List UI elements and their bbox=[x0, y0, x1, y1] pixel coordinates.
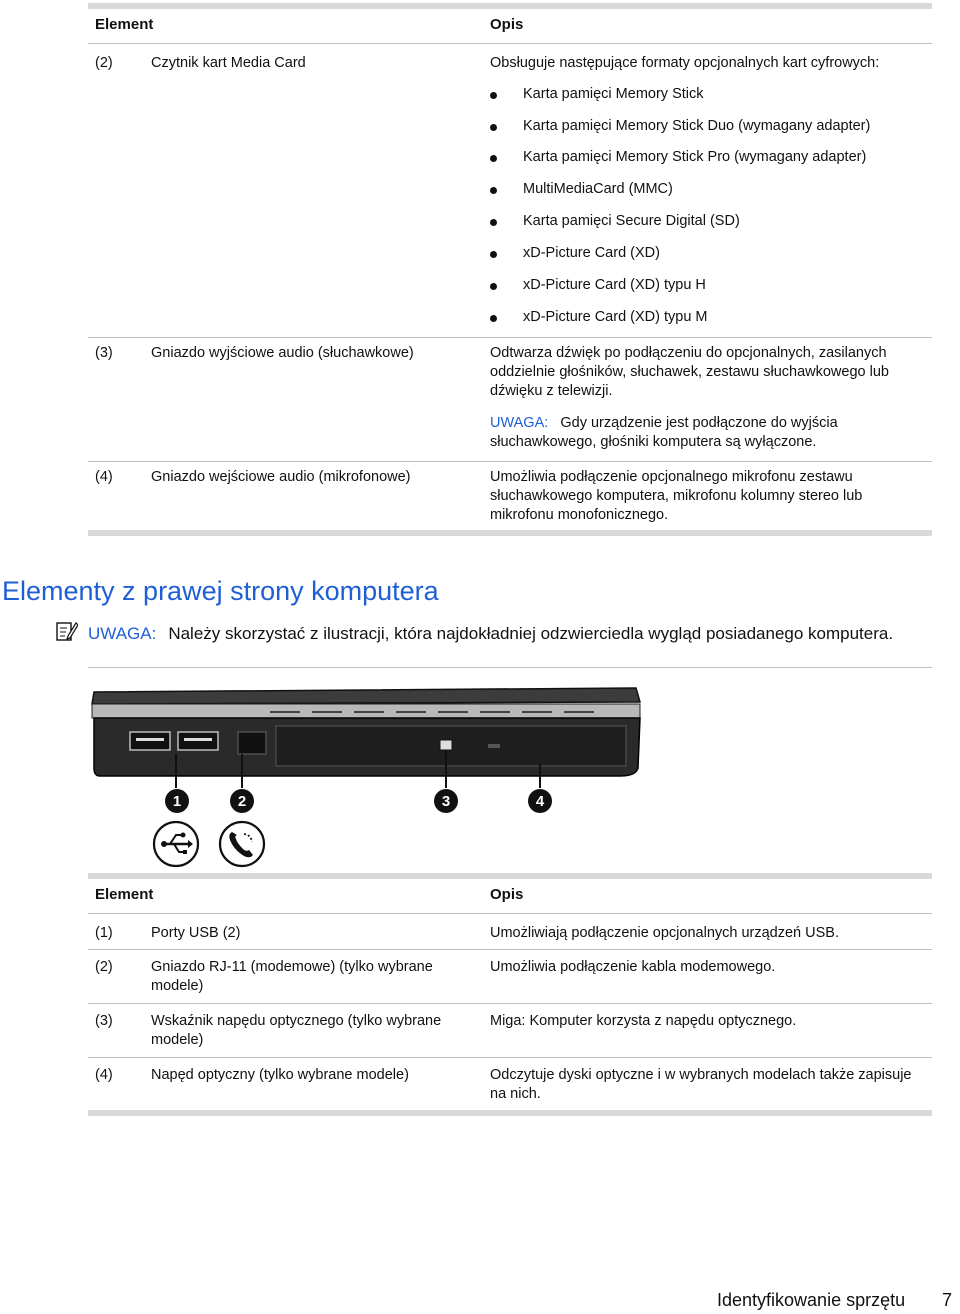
callout-3 bbox=[433, 788, 459, 819]
bullet-icon bbox=[490, 155, 497, 162]
callout-number: 4 bbox=[535, 793, 545, 810]
row-divider bbox=[88, 1057, 932, 1058]
row-description: Odczytuje dyski optyczne i w wybranych modelach także zapisuje na nich. bbox=[490, 1067, 912, 1102]
row-element: Napęd optyczny (tylko wybrane modele) bbox=[151, 1067, 409, 1083]
row-number: (2) bbox=[95, 959, 113, 975]
row-description: Umożliwia podłączenie opcjonalnego mikrofonu zestawu słuchawkowego komputera, mikrofonu kolumny stereo lub mikrofonu monofonicznego. bbox=[490, 469, 863, 523]
bullet-icon bbox=[490, 251, 497, 258]
note-text: Gdy urządzenie jest podłączone do wyjścia słuchawkowego, głośniki komputera są wyłączone. bbox=[490, 415, 838, 450]
row-description: Miga: Komputer korzysta z napędu optycznego. bbox=[490, 1013, 797, 1029]
callout-2 bbox=[229, 788, 255, 819]
row-number: (3) bbox=[95, 1013, 113, 1029]
table-header-rule bbox=[88, 913, 932, 914]
callout-number: 2 bbox=[237, 793, 247, 810]
callout-4 bbox=[527, 788, 553, 819]
table-top-rule bbox=[88, 3, 932, 9]
bullet-icon bbox=[490, 92, 497, 99]
table-header-rule bbox=[88, 43, 932, 44]
table-header-opis: Opis bbox=[490, 886, 524, 903]
bullet-icon bbox=[490, 315, 497, 322]
section-title: Elementy z prawej strony komputera bbox=[2, 576, 439, 606]
row-description: Odtwarza dźwięk po podłączeniu do opcjonalnych, zasilanych oddzielnie głośników, słuchawek, zestawu słuchawkowego lub dźwięku z telewizji. bbox=[490, 345, 889, 399]
table-header-opis: Opis bbox=[490, 16, 524, 33]
row-divider bbox=[88, 461, 932, 462]
row-element: Porty USB (2) bbox=[151, 925, 241, 941]
note-text: Należy skorzystać z ilustracji, która najdokładniej odzwierciedla wygląd posiadanego komputera. bbox=[168, 624, 894, 643]
row-element: Gniazdo RJ-11 (modemowe) (tylko wybrane modele) bbox=[151, 959, 433, 994]
row-element: Wskaźnik napędu optycznego (tylko wybrane modele) bbox=[151, 1013, 442, 1048]
row-number: (4) bbox=[95, 469, 113, 485]
note-label: UWAGA: bbox=[88, 624, 157, 643]
row-description: Umożliwiają podłączenie opcjonalnych urządzeń USB. bbox=[490, 925, 839, 941]
bullet-icon bbox=[490, 124, 497, 131]
table-header-element: Element bbox=[95, 886, 154, 903]
row-description: Obsługuje następujące formaty opcjonalnych kart cyfrowych: bbox=[490, 55, 880, 71]
table-top-rule bbox=[88, 873, 932, 879]
table-header-element: Element bbox=[95, 16, 154, 33]
row-number: (2) bbox=[95, 55, 113, 71]
usb-icon bbox=[158, 826, 194, 862]
row-note bbox=[490, 414, 910, 452]
row-element: Czytnik kart Media Card bbox=[151, 55, 306, 71]
bullet-icon bbox=[490, 283, 497, 290]
row-number: (3) bbox=[95, 345, 113, 361]
note-rule bbox=[88, 667, 932, 668]
page-number: 7 bbox=[942, 1290, 953, 1310]
modem-phone-icon bbox=[224, 826, 260, 862]
callout-number: 3 bbox=[441, 793, 451, 810]
row-element: Gniazdo wyjściowe audio (słuchawkowe) bbox=[151, 345, 414, 361]
table-bottom-rule bbox=[88, 1110, 932, 1116]
note-label: UWAGA: bbox=[490, 415, 549, 431]
callout-1 bbox=[164, 788, 190, 819]
footer-section-name: Identyfikowanie sprzętu bbox=[717, 1290, 906, 1310]
section-note bbox=[88, 622, 908, 645]
row-divider bbox=[88, 337, 932, 338]
row-number: (4) bbox=[95, 1067, 113, 1083]
table-bottom-rule bbox=[88, 530, 932, 536]
row-number: (1) bbox=[95, 925, 113, 941]
row-element: Gniazdo wejściowe audio (mikrofonowe) bbox=[151, 469, 411, 485]
bullet-icon bbox=[490, 187, 497, 194]
bullet-icon bbox=[490, 219, 497, 226]
row-divider bbox=[88, 949, 932, 950]
row-divider bbox=[88, 1003, 932, 1004]
note-pencil-icon bbox=[56, 620, 78, 642]
row-description: Umożliwia podłączenie kabla modemowego. bbox=[490, 959, 776, 975]
callout-number: 1 bbox=[172, 793, 182, 810]
